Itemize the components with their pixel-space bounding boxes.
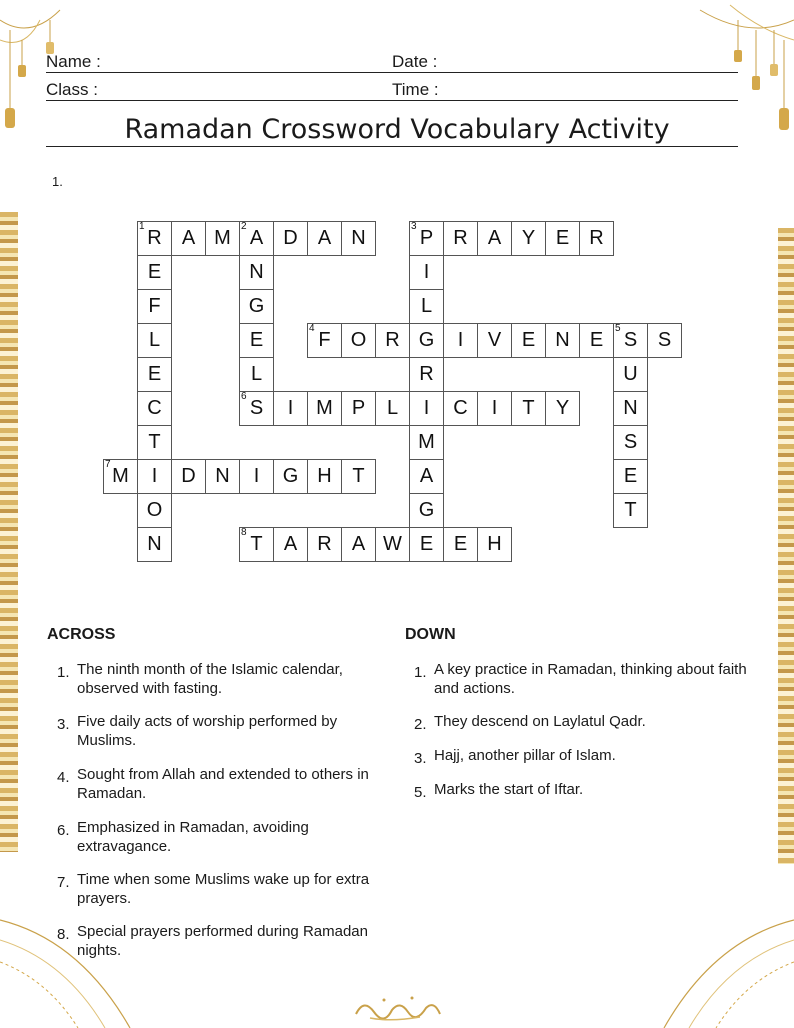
- grid-cell[interactable]: M: [307, 391, 342, 426]
- class-time-row: [46, 78, 738, 101]
- name-label: Name :: [46, 52, 101, 71]
- clue-text: Hajj, another pillar of Islam.: [434, 747, 616, 764]
- grid-cell[interactable]: I: [273, 391, 308, 426]
- grid-cell[interactable]: G: [409, 493, 444, 528]
- clue-text: Special prayers performed during Ramadan nights.: [77, 923, 368, 959]
- grid-cell[interactable]: Y: [511, 221, 546, 256]
- grid-cell[interactable]: N: [239, 255, 274, 290]
- grid-cell[interactable]: E: [613, 459, 648, 494]
- down-heading: DOWN: [405, 626, 456, 643]
- clue-number: 5.: [414, 784, 427, 801]
- grid-cell[interactable]: I: [409, 255, 444, 290]
- grid-cell[interactable]: U: [613, 357, 648, 392]
- grid-cell[interactable]: D: [171, 459, 206, 494]
- grid-cell[interactable]: A: [273, 527, 308, 562]
- grid-cell[interactable]: N: [137, 527, 172, 562]
- grid-cell[interactable]: N: [205, 459, 240, 494]
- down-clue: [414, 746, 754, 765]
- grid-cell[interactable]: C: [443, 391, 478, 426]
- grid-cell[interactable]: T: [511, 391, 546, 426]
- puzzle-number: 1.: [52, 174, 63, 189]
- grid-cell[interactable]: G: [409, 323, 444, 358]
- grid-cell[interactable]: I: [239, 459, 274, 494]
- grid-cell[interactable]: A: [409, 459, 444, 494]
- grid-cell[interactable]: L: [375, 391, 410, 426]
- grid-clue-number: 5: [615, 323, 621, 334]
- bottom-right-arch-decoration: [644, 900, 794, 1028]
- grid-cell[interactable]: R: [137, 221, 172, 256]
- across-clue: [57, 818, 397, 856]
- grid-cell[interactable]: T: [613, 493, 648, 528]
- grid-cell[interactable]: E: [137, 357, 172, 392]
- grid-cell[interactable]: P: [409, 221, 444, 256]
- grid-cell[interactable]: O: [341, 323, 376, 358]
- grid-cell[interactable]: O: [137, 493, 172, 528]
- grid-clue-number: 6: [241, 391, 247, 402]
- clue-number: 3.: [57, 716, 70, 733]
- grid-cell[interactable]: A: [171, 221, 206, 256]
- across-clue: [57, 765, 397, 803]
- grid-cell[interactable]: E: [409, 527, 444, 562]
- grid-cell[interactable]: E: [443, 527, 478, 562]
- grid-cell[interactable]: E: [137, 255, 172, 290]
- clue-text: Time when some Muslims wake up for extra prayers.: [77, 871, 370, 907]
- grid-clue-number: 2: [241, 221, 247, 232]
- name-date-row: [46, 50, 738, 73]
- grid-cell[interactable]: N: [545, 323, 580, 358]
- grid-cell[interactable]: I: [477, 391, 512, 426]
- grid-cell[interactable]: T: [239, 527, 274, 562]
- ramadan-kareem-logo: [350, 992, 444, 1022]
- grid-cell[interactable]: M: [103, 459, 138, 494]
- grid-cell[interactable]: A: [477, 221, 512, 256]
- grid-cell[interactable]: R: [307, 527, 342, 562]
- grid-cell[interactable]: A: [341, 527, 376, 562]
- grid-clue-number: 7: [105, 459, 111, 470]
- grid-cell[interactable]: I: [443, 323, 478, 358]
- clue-text: The ninth month of the Islamic calendar, observed with fasting.: [77, 661, 343, 697]
- grid-cell[interactable]: A: [307, 221, 342, 256]
- title-underline: [46, 146, 738, 147]
- class-label: Class :: [46, 80, 98, 99]
- grid-cell[interactable]: E: [579, 323, 614, 358]
- grid-cell[interactable]: V: [477, 323, 512, 358]
- clue-number: 8.: [57, 926, 70, 943]
- grid-cell[interactable]: C: [137, 391, 172, 426]
- grid-cell[interactable]: M: [409, 425, 444, 460]
- grid-cell[interactable]: L: [239, 357, 274, 392]
- grid-cell[interactable]: W: [375, 527, 410, 562]
- clue-text: Sought from Allah and extended to others in Ramadan.: [77, 766, 369, 802]
- grid-cell[interactable]: R: [375, 323, 410, 358]
- right-ornamental-border: [778, 228, 794, 864]
- grid-cell[interactable]: S: [613, 323, 648, 358]
- time-label: Time :: [392, 80, 439, 99]
- across-clue: [57, 870, 397, 908]
- grid-cell[interactable]: T: [137, 425, 172, 460]
- grid-cell[interactable]: A: [239, 221, 274, 256]
- grid-clue-number: 4: [309, 323, 315, 334]
- clue-text: Marks the start of Iftar.: [434, 781, 584, 798]
- clue-number: 7.: [57, 874, 70, 891]
- clue-number: 1.: [414, 664, 427, 681]
- grid-cell[interactable]: R: [579, 221, 614, 256]
- grid-cell[interactable]: F: [137, 289, 172, 324]
- down-clue: [414, 660, 754, 698]
- clue-number: 2.: [414, 716, 427, 733]
- grid-clue-number: 8: [241, 527, 247, 538]
- grid-cell[interactable]: L: [137, 323, 172, 358]
- clue-text: Emphasized in Ramadan, avoiding extravagance.: [77, 819, 309, 855]
- grid-cell[interactable]: H: [477, 527, 512, 562]
- grid-cell[interactable]: E: [545, 221, 580, 256]
- grid-cell[interactable]: N: [341, 221, 376, 256]
- grid-cell[interactable]: S: [239, 391, 274, 426]
- grid-cell[interactable]: P: [341, 391, 376, 426]
- clue-number: 6.: [57, 822, 70, 839]
- grid-cell[interactable]: D: [273, 221, 308, 256]
- bottom-left-arch-decoration: [0, 900, 150, 1028]
- grid-cell[interactable]: S: [647, 323, 682, 358]
- grid-clue-number: 3: [411, 221, 417, 232]
- date-label: Date :: [392, 52, 438, 71]
- worksheet-title: Ramadan Crossword Vocabulary Activity: [124, 114, 670, 145]
- grid-cell[interactable]: T: [341, 459, 376, 494]
- clue-number: 3.: [414, 750, 427, 767]
- grid-cell[interactable]: R: [443, 221, 478, 256]
- grid-cell[interactable]: R: [409, 357, 444, 392]
- grid-cell[interactable]: G: [273, 459, 308, 494]
- clue-text: A key practice in Ramadan, thinking about faith and actions.: [434, 661, 747, 697]
- across-clue: [57, 712, 397, 750]
- grid-cell[interactable]: L: [409, 289, 444, 324]
- across-clue: [57, 922, 397, 960]
- grid-cell[interactable]: I: [409, 391, 444, 426]
- left-ornamental-border: [0, 212, 18, 852]
- grid-cell[interactable]: Y: [545, 391, 580, 426]
- clue-number: 1.: [57, 664, 70, 681]
- grid-cell[interactable]: S: [613, 425, 648, 460]
- clue-number: 4.: [57, 769, 70, 786]
- grid-clue-number: 1: [139, 221, 145, 232]
- grid-cell[interactable]: N: [613, 391, 648, 426]
- down-clue: [414, 712, 754, 731]
- clue-text: They descend on Laylatul Qadr.: [434, 713, 646, 730]
- grid-cell[interactable]: H: [307, 459, 342, 494]
- grid-cell[interactable]: F: [307, 323, 342, 358]
- grid-cell[interactable]: E: [239, 323, 274, 358]
- grid-cell[interactable]: E: [511, 323, 546, 358]
- grid-cell[interactable]: G: [239, 289, 274, 324]
- across-heading: ACROSS: [47, 626, 116, 643]
- across-clue: [57, 660, 397, 698]
- grid-cell[interactable]: I: [137, 459, 172, 494]
- down-clue: [414, 780, 754, 799]
- clue-text: Five daily acts of worship performed by Muslims.: [77, 713, 338, 749]
- grid-cell[interactable]: M: [205, 221, 240, 256]
